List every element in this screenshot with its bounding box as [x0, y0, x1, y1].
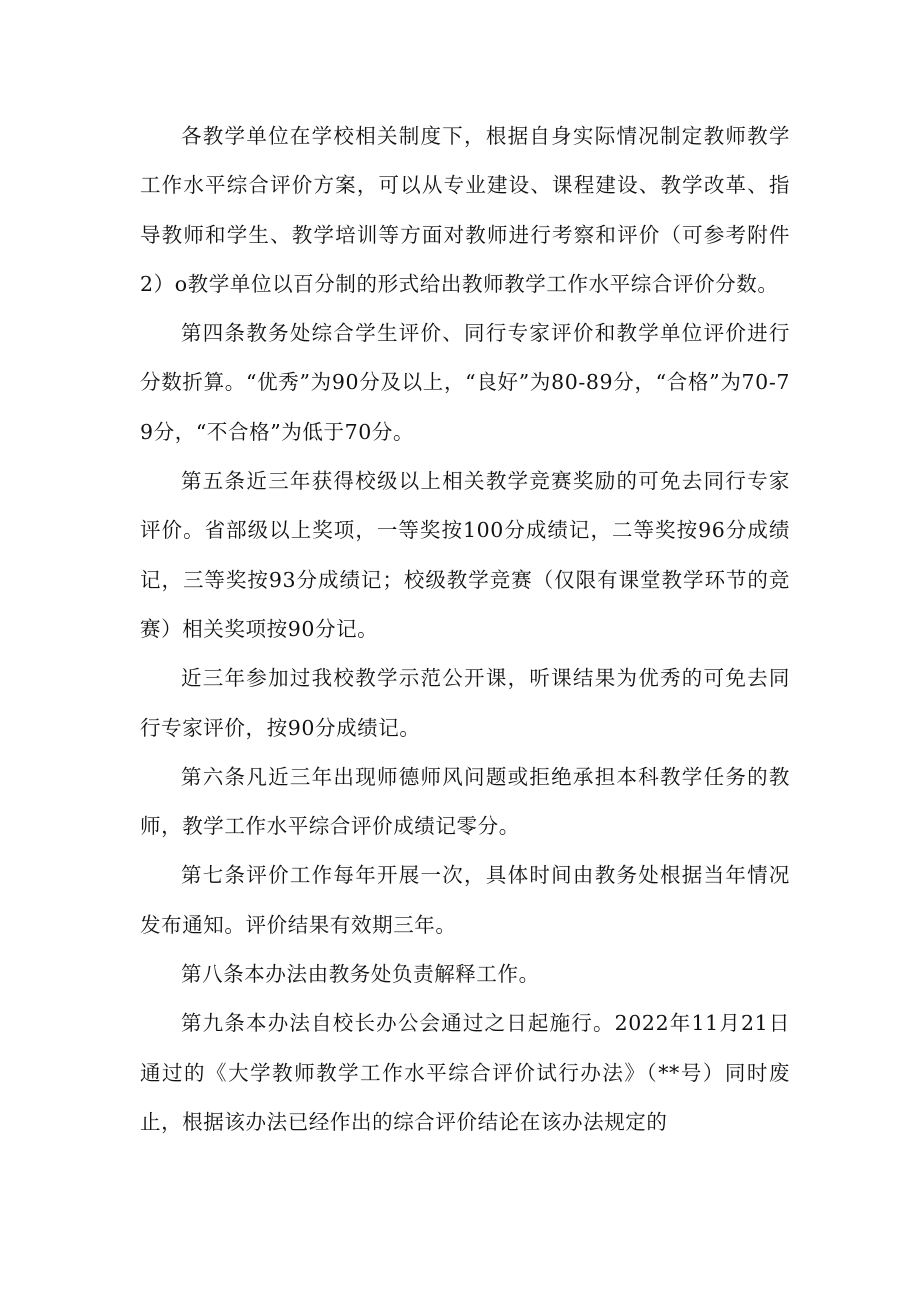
document-body	[140, 112, 790, 1147]
paragraph-demo-class: 近三年参加过我校教学示范公开课，听课结果为优秀的可免去同行专家评价，按90分成绩记。	[140, 666, 790, 740]
paragraph-evaluation-plan: 各教学单位在学校相关制度下，根据自身实际情况制定教师教学工作水平综合评价方案，可以从专业建设、课程建设、教学改革、指导教师和学生、教学培训等方面对教师进行考察和评价（可参考附件2）o教学单位以百分制的形式给出教师教学工作水平综合评价分数。	[140, 124, 790, 296]
paragraph-article-5: 第五条近三年获得校级以上相关教学竞赛奖励的可免去同行专家评价。省部级以上奖项，一等奖按100分成绩记，二等奖按96分成绩记，三等奖按93分成绩记；校级教学竞赛（仅限有课堂教学环节的竞赛）相关奖项按90分记。	[140, 469, 790, 641]
paragraph-article-6: 第六条凡近三年出现师德师风问题或拒绝承担本科教学任务的教师，教学工作水平综合评价成绩记零分。	[140, 764, 790, 839]
paragraph-article-7: 第七条评价工作每年开展一次，具体时间由教务处根据当年情况发布通知。评价结果有效期三年。	[140, 863, 790, 937]
paragraph-article-4: 第四条教务处综合学生评价、同行专家评价和教学单位评价进行分数折算。“优秀”为90分及以上，“良好”为80-89分，“合格”为70-79分，“不合格”为低于70分。	[140, 321, 790, 444]
paragraph-article-8: 第八条本办法由教务处负责解释工作。	[181, 962, 540, 987]
paragraph-article-9: 第九条本办法自校长办公会通过之日起施行。2022年11月21日通过的《大学教师教学工作水平综合评价试行办法》（**号）同时废止，根据该办法已经作出的综合评价结论在该办法规定的	[140, 1011, 790, 1134]
